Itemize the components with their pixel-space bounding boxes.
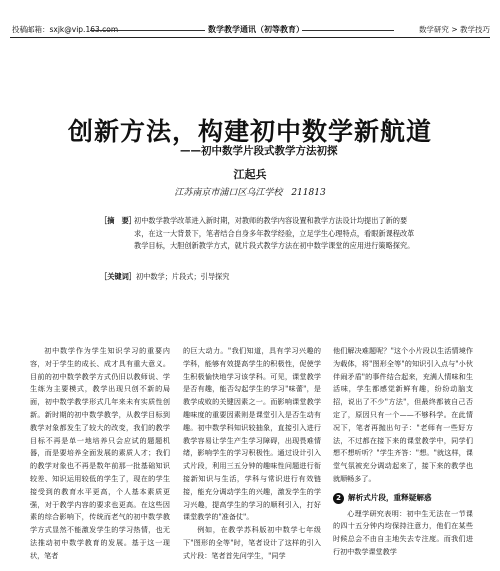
submission-email: 投稿邮箱：sxjk@vip.163.com [12, 25, 119, 34]
journal-name: 数学教学通讯（初等教育） [208, 25, 304, 34]
body-column-2 [183, 345, 321, 563]
abstract-label: ［摘 要］ [100, 216, 136, 225]
author-name: 江起兵 [233, 168, 267, 181]
keywords-label: ［关键词］ [100, 272, 136, 281]
body-paragraph: 初中数学作为学生知识学习的重要内容，对于学生的成长、成才具有重大意义。目前的初中数学教学方式仍旧以教师说、学生练为主要模式，教学出现只创不新的局面，初中数学教学形式几年来未有实质性创新。新时期的初中数学教学，从教学目标到教学对象都发生了较大的改变，我们的教学目标不再是单一地培养只会应试的题题机器，而是要培养全面发展的素质人才；我们的教学对象也不再是数年前那一批基础知识较差、知识运用较低的学生了，现在的学生接受到的教育水平更高，个人基本素质更强，对于教学内容的要求也更高。在这些因素的综合影响下，传统而老气的初中数学教学方式显然不能激发学生的学习热情，也无法推动初中数学教育的发展。基于这一现状，笔者 [30, 346, 170, 560]
page-header [0, 0, 500, 44]
header-rule [302, 30, 394, 31]
section-title: 解析式片段，重释疑解惑 [348, 492, 432, 502]
article-subtitle: ——初中数学片段式教学方法初探 [180, 145, 338, 157]
article-title: 创新方法，构建初中数学新航道 [67, 117, 432, 146]
body-paragraph: 他们解决难题呢？"这个小片段以生活情境作为载体，将"图形全等"的知识引入点与"小伙伴闹矛盾"的事件结合起来，充满人情味和生活味，学生都感觉新鲜有趣，纷纷动脑支招，说出了不少"方法"，但最终都被自己否定了，原因只有一个——不够科学。在此情况下，笔者再抛出句子："老师有一些好方法，不过都在接下来的课堂教学中，同学们想不想听听？"学生齐答："想。"就这样，课堂气氛被充分调动起来了，接下来的教学也就顺畅多了。 [333, 346, 473, 483]
abstract-text: 初中数学教学改革进入新时期，对教师的教学内容设置和教学方法设计均提出了新的要求，在这一大背景下，笔者结合自身多年教学经验，立足学生心理特点，看眼新课程改革教学目标，大胆创新教学方式，就片段式教学方法在初中数学课堂的应用进行策略探究。 [134, 216, 415, 250]
header-divider [10, 37, 490, 38]
body-paragraph: 例如，在教学苏科版初中数学七年级下"图形的全等"时，笔者设计了这样的引入式片段：笔者首先问学生，"同学 [183, 525, 321, 560]
body-paragraph: 心理学研究表明：初中生无法在一节课的四十五分钟内均保持注意力，他们在某些时候总会不由自主地失去专注度。而我们进行初中数学课堂教学 [333, 508, 473, 556]
body-column-3 [333, 345, 473, 559]
keywords [100, 272, 229, 282]
body-column-1 [30, 345, 170, 563]
section-label: 数学研究 > 教学技巧 [418, 25, 490, 34]
body-paragraph: 的巨大动力。"我们知道，具有学习兴趣的学科，能够有效提高学生的积极性，促使学生积极愉快地学习该学科。可见，课堂教学是否有趣，能否勾起学生的学习"味蕾"，是教学成败的关键因素之一。而影响课堂教学趣味度的重要因素则是课堂引入是否生动有趣。初中数学科知识较抽象，直接引入进行教学容易让学生产生学习障碍，出现畏难情绪，影响学生的学习积极性。通过设计引入式片段，利用三五分钟的趣味性问题进行衔接新知识与生活，学科与常识进行有效链接，能充分调动学生的兴趣，激发学生的学习兴趣，提高学生的学习的顺利引入，打好课堂教学的"准备仗"。 [183, 346, 321, 522]
author-affiliation: 江苏南京市浦口区乌江学校 211813 [174, 188, 326, 198]
keywords-text: 初中数学；片段式；引导探究 [135, 272, 230, 281]
header-rule [90, 30, 205, 31]
section-number-badge: 2 [333, 493, 344, 504]
section-heading [333, 492, 473, 505]
